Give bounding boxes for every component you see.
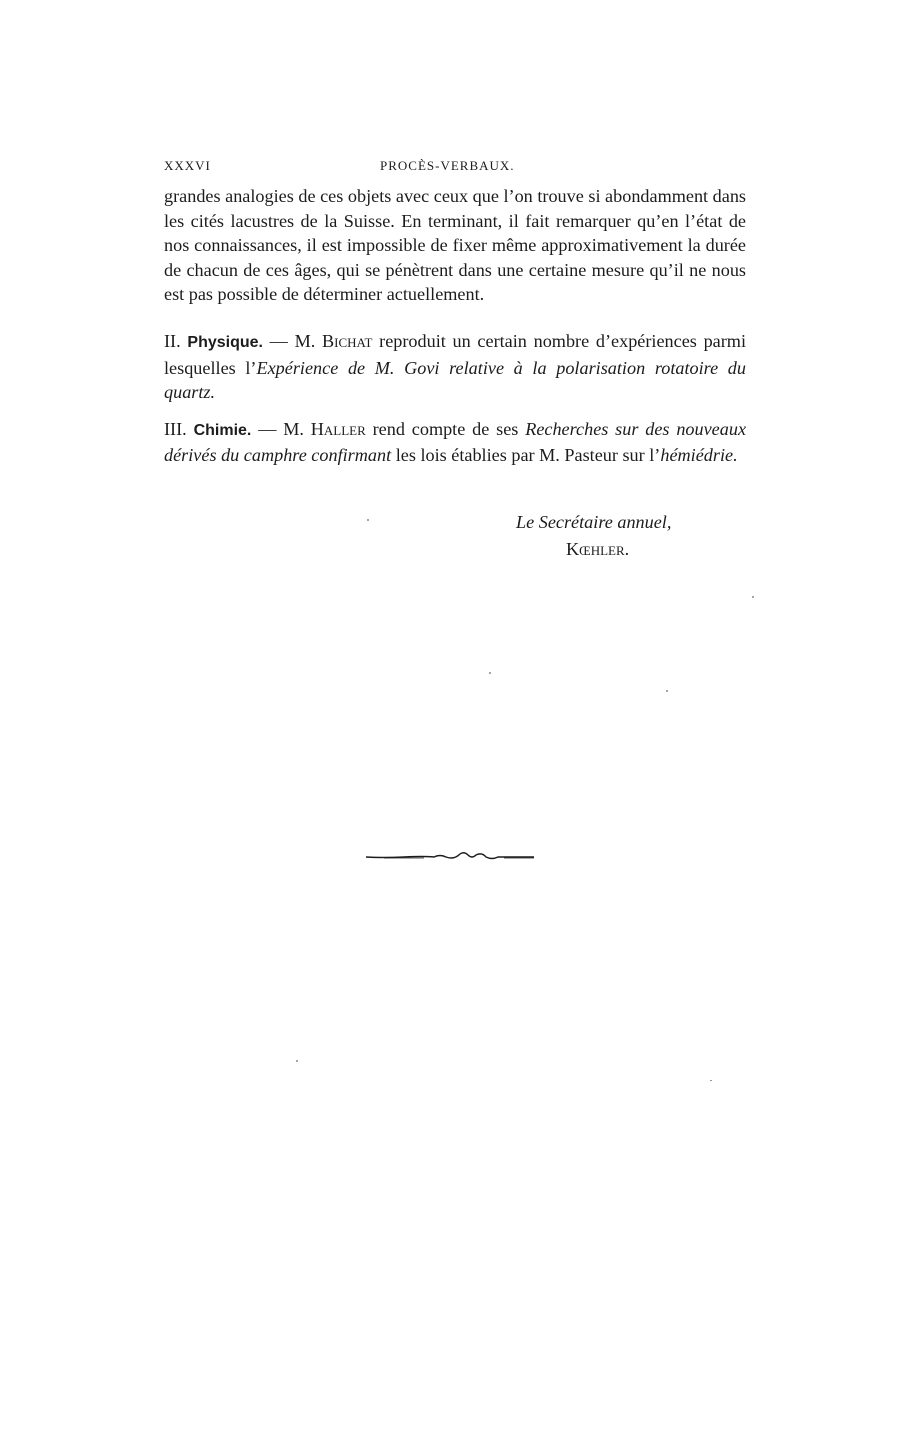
signature-role: Le Secrétaire annuel, <box>516 512 672 532</box>
paper-speck <box>710 1080 712 1081</box>
section-italic-text: Recherches sur des nouveaux dérivés du camphre confirmant <box>164 418 747 466</box>
section-italic-text: hémiédrie. <box>660 445 738 466</box>
opening-paragraph: grandes analogies de ces objets avec ceux que l’on trouve si abondamment dans les cités lacustres de la Suisse. En terminant, il fait remarquer qu’en l’état de nos connaissances, il est impossible de fixer même approximativement la durée de chacun de ces âges, qui se pénètrent dans une certaine mesure qu’il ne nous est pas possible de déterminer actuellement. <box>164 186 746 305</box>
section-gap <box>164 307 746 329</box>
paper-speck <box>489 672 491 674</box>
paper-speck <box>666 690 668 692</box>
section-gap <box>164 405 746 417</box>
section-title: Physique. <box>187 333 263 351</box>
section-dash: — M. <box>251 418 311 439</box>
chimie-paragraph <box>164 417 746 468</box>
section-dash: — M. <box>262 330 323 351</box>
section-italic-text: Expérience de M. Govi relative à la polarisation rotatoire du quartz. <box>164 357 746 403</box>
person-name: Haller <box>310 418 366 439</box>
section-text: rend compte de ses <box>365 418 526 439</box>
paper-speck <box>296 1060 298 1062</box>
page-number: XXXVI <box>164 158 211 173</box>
section-text: les lois établies par M. Pasteur sur l’ <box>391 445 661 466</box>
section-number: III. <box>164 418 187 439</box>
section-number: II. <box>164 330 181 351</box>
ornament-rule-icon <box>364 846 536 868</box>
paper-speck <box>752 596 754 598</box>
physique-paragraph <box>164 329 746 405</box>
paper-speck <box>367 519 369 521</box>
running-title: PROCÈS-VERBAUX. <box>380 158 515 173</box>
person-name: Bichat <box>322 330 373 351</box>
signature-name: Kœhler. <box>566 539 630 559</box>
page-header <box>164 158 746 178</box>
section-text: reproduit un certain nombre d’expériences parmi lesquelles l’ <box>164 330 747 378</box>
section-title: Chimie. <box>193 421 252 439</box>
body-text <box>164 184 746 468</box>
